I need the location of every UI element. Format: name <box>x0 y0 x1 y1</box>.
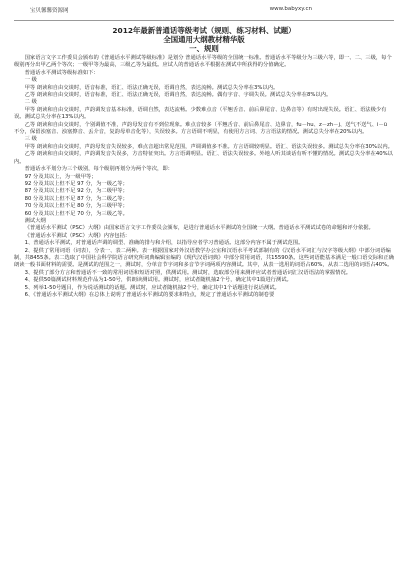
document-subtitle: 全国通用大纲教材精华版 <box>163 35 245 44</box>
level-heading-3: 三 级 <box>24 136 37 143</box>
header-site-name: 宝贝馨馨资源网 <box>30 8 69 14</box>
syllabus-item-5: 5、列举1-50号题目，作为说话测试的话题。测试时，应试者随机抽2个号，确定其中1个话题进行说话测试。 <box>24 284 280 291</box>
score-intro: 普通话水平划分为三个级别，每个级别再划分为两个等次，即： <box>24 166 173 173</box>
syllabus-item-3: 3、提供了部分方言和普通话不一致的常用词语和短语对照，供测试用。测试时，选取部分用来测评应试者普通话词汇汉语语法的掌握情况。 <box>24 269 352 276</box>
document-title: 2012年最新普通话等级考试（规则、练习材料、试题） <box>112 26 296 35</box>
level-2-grade-b: 乙等 朗读和自由交谈时，个别调值不准，声韵母发音有不到位现象。难点音较多（平翘舌音、前后鼻尾音、边鼻音，fu－hu、z－zh－j、送气不送气、i－ü 不分，保留浊塞音、浊塞擦音、丢介音，复韵母单音化等），失误较多。方言语调不明显，有使用方言词、方言语法的情况。测试总失分率在20%以内。 <box>14 121 388 136</box>
syllabus-item-2: 2、提供了常用词语（词表），分表一、表二两种。表一根据国家对外汉语教学办公室和汉语水平考试部制有的《汉语水平词汇与汉字等级大纲》中部分词语编制，共8455条。表二选取了中国社会科学院语言研究所词典编辑室编的《现代汉语词典》中部分常用词语，共15590条。这些词语能基本满足一般口语交际和正确朗读一般书面材料的需要。是测试的范围之一，测试时，分单音节字词和多音节字词两项内容测试。其中，从表一选用的词语占60%，从表二选用的词语占40%。 <box>14 247 394 269</box>
score-line: 70 分及其以上但不足 80 分，为三级甲等； <box>24 203 128 210</box>
syllabus-contents-lead: 《普通话水平测试（PSC）大纲》内容包括： <box>24 232 131 239</box>
score-line: 97 分及其以上，为一级甲等； <box>24 173 97 180</box>
level-3-grade-a: 甲等 朗读和自由交谈时，声韵母发音失误较多，难点音超出常见范围，声调调值多不准。方言语调较明显。语汇、语法失误较多。测试总失分率在30%以内。 <box>24 143 393 150</box>
syllabus-intro: 《普通话水平测试（PSC）大纲》由国家语言文字工作委员会颁布，是进行普通话水平测试的全国统一大纲。普通话水平测试试卷的命题和评分依据。 <box>24 225 374 232</box>
level-3-grade-b: 乙等 朗读和自由交谈时，声韵调发音失误多，方音特征突出。方言语调明显。语汇、语法失误较多。外地人听其谈话有听不懂的情况。测试总失分率在40%以内。 <box>14 151 393 165</box>
syllabus-item-4: 4、提供50篇测试材料规范作品为1-50号，供朗读测试用。测试时，应试者随机抽2个号，确定其中1篇进行测试。 <box>24 277 292 284</box>
page-header <box>14 0 394 21</box>
header-site-url: www.babyxy.cn <box>269 6 312 12</box>
score-line: 60 分及其以上但不足 70 分，为三级乙等。 <box>24 210 128 217</box>
level-heading-2: 二 级 <box>24 99 37 106</box>
level-1-grade-a: 甲等 朗读和自由交谈时，语音标准，语汇、语法正确无误，语调自然，表达流畅。测试总失分率在3%以内。 <box>24 84 279 91</box>
syllabus-item-1: 1、普通话水平测试，对普通话声调的调型、准确的排与和介绍，以指导应者学习普通话。这部分内容不属于测试范围。 <box>24 240 304 247</box>
level-heading-1: 一 级 <box>24 77 37 84</box>
level-1-grade-b: 乙等 朗读和自由交谈时，语音标准，语汇、语法正确无误，语调自然，表达流畅。偶有字音、字调失误。测试总失分率在8%以内。 <box>24 92 332 99</box>
paragraph-standard-lead: 普通话水平测试等级标准如下： <box>24 69 99 76</box>
score-line: 80 分及其以上但不足 87 分，为二级乙等； <box>24 195 128 202</box>
syllabus-item-6: 6、《普通话水平测试大纲》在总体上说明了普通话水平测试的要求和特点，规定了普通话水平测试的制卷要 <box>24 292 275 298</box>
syllabus-heading: 测试大纲 <box>24 217 46 224</box>
score-line: 87 分及其以上但不足 92 分，为二级甲等； <box>24 188 128 195</box>
document-body <box>14 55 394 299</box>
section-heading: 一、规则 <box>189 44 219 53</box>
score-line: 92 分及其以上但不足 97 分，为一级乙等； <box>24 180 128 187</box>
level-2-grade-a: 甲等 朗读和自由交谈时，声韵调发音基本标准，语调自然，表达流畅。少数难点音（平翘舌音、前后鼻尾音、边鼻音等）有时出现失误。语汇、语法极少有误。测试总失分率在13%以内。 <box>14 106 387 121</box>
paragraph-intro: 国家语言文字工作委员会颁布的《普通话水平测试等级标准》是划分 普通话水平等级的全国统一标准。普通话水平等级分为三级六等，即一、二、三级，每个级别再分出甲乙两个等次；一级甲等为最高，三级乙等为最低。应试人的普通话水平根据在测试中所获得的分值确定。 <box>14 55 392 69</box>
